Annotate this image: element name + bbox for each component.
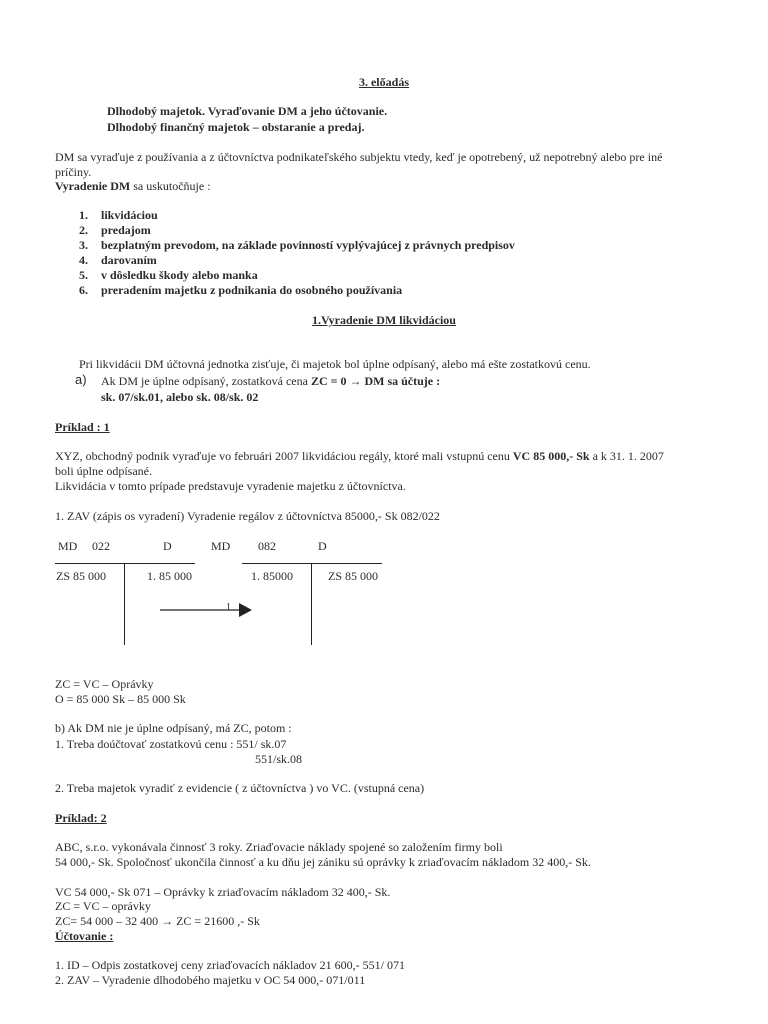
uctovanie-heading: Účtovanie : xyxy=(55,929,114,943)
vyradenie-line xyxy=(55,179,211,193)
method-5-text: v dôsledku škody alebo manka xyxy=(101,268,258,282)
t-account-082-d: D xyxy=(318,539,327,553)
heading-2: Dlhodobý finančný majetok – obstaranie a predaj. xyxy=(107,120,365,134)
example-2-line-5: ZC= 54 000 – 32 400 → ZC = 21600 ,- Sk xyxy=(55,914,260,928)
example-1-zav: 1. ZAV (zápis os vyradení) Vyradenie regálov z účtovníctva 85000,- Sk 082/022 xyxy=(55,509,440,523)
section-b-line-2: 1. Treba doúčtovať zostatkovú cenu : 551/ sk.07 xyxy=(55,737,287,751)
transfer-arrow-label: 1 xyxy=(226,602,231,613)
example-1-line-2: boli úplne odpísané. xyxy=(55,464,152,478)
section-1-a-line xyxy=(101,374,440,388)
transfer-arrow-icon xyxy=(155,600,260,620)
section-1-a-bold: ZC = 0 → DM sa účtuje : xyxy=(310,374,441,388)
method-5-num: 5. xyxy=(79,268,88,282)
lecture-title: 3. előadás xyxy=(358,75,409,89)
method-4-text: darovaním xyxy=(101,253,157,267)
section-b-line-1: b) Ak DM nie je úplne odpísaný, má ZC, potom : xyxy=(55,721,292,735)
method-2-num: 2. xyxy=(79,223,88,237)
section-1-a-text: Ak DM je úplne odpísaný, zostatková cena xyxy=(101,374,311,388)
example-2-title: Príklad: 2 xyxy=(55,811,107,825)
example-2-line-4: ZC = VC – oprávky xyxy=(55,899,151,913)
section-b-line-4: 2. Treba majetok vyradiť z evidencie ( z účtovníctva ) vo VC. (vstupná cena) xyxy=(55,781,425,795)
example-2-line-2: 54 000,- Sk. Spoločnosť ukončila činnosť a ku dňu jej zániku sú oprávky k zriaďovacím nákladom 32 400,- Sk. xyxy=(55,855,591,869)
t-account-022-right-entry: 1. 85 000 xyxy=(147,569,192,583)
method-3-num: 3. xyxy=(79,238,88,252)
section-1-para: Pri likvidácii DM účtovná jednotka zisťuje, či majetok bol úplne odpísaný, alebo má ešte zostatkovú cenu. xyxy=(79,357,591,371)
intro-line-2: príčiny. xyxy=(55,165,92,179)
t-account-022-d: D xyxy=(163,539,172,553)
example-1-line-1-bold: VC 85 000,- Sk xyxy=(512,449,590,463)
example-2-entry-2: 2. ZAV – Vyradenie dlhodobého majetku v OC 54 000,- 071/011 xyxy=(55,973,366,987)
section-1-title: 1.Vyradenie DM likvidáciou xyxy=(312,313,456,327)
method-4-num: 4. xyxy=(79,253,88,267)
example-1-line-1-post: a k 31. 1. 2007 xyxy=(589,449,664,463)
example-2-entry-1: 1. ID – Odpis zostatkovej ceny zriaďovacích nákladov 21 600,- 551/ 071 xyxy=(55,958,406,972)
t-account-082-top-line xyxy=(242,563,382,564)
formula-o: O = 85 000 Sk – 85 000 Sk xyxy=(55,692,186,706)
t-account-022-left-entry: ZS 85 000 xyxy=(56,569,107,583)
intro-line-1: DM sa vyraďuje z používania a z účtovníctva podnikateľského subjektu vtedy, keď je opotrebený, už nepotrebný alebo pre iné xyxy=(55,150,663,164)
method-3-text: bezplatným prevodom, na základe povinností vyplývajúcej z právnych predpisov xyxy=(101,238,515,252)
t-account-082-right-entry: ZS 85 000 xyxy=(328,569,379,583)
method-1-num: 1. xyxy=(79,208,88,222)
t-account-022-middle-line xyxy=(124,563,125,645)
heading-1: Dlhodobý majetok. Vyraďovanie DM a jeho účtovanie. xyxy=(107,104,388,118)
section-1-a-marker: a) xyxy=(75,372,87,387)
example-1-line-1-pre: XYZ, obchodný podnik vyraďuje vo februári 2007 likvidáciou regály, ktoré mali vstupnú cenu xyxy=(55,449,513,463)
t-account-082-middle-line xyxy=(311,563,312,645)
vyradenie-bold: Vyradenie DM xyxy=(55,179,131,193)
t-account-082-number: 082 xyxy=(258,539,276,553)
method-6-text: preradením majetku z podnikania do osobného používania xyxy=(101,283,403,297)
method-6-num: 6. xyxy=(79,283,88,297)
formula-zc: ZC = VC – Oprávky xyxy=(55,677,154,691)
example-2-line-1: ABC, s.r.o. vykonávala činnosť 3 roky. Zriaďovacie náklady spojené so založením firmy boli xyxy=(55,840,503,854)
example-1-line-3: Likvidácia v tomto prípade predstavuje vyradenie majetku z účtovníctva. xyxy=(55,479,406,493)
t-account-022-top-line xyxy=(55,563,195,564)
t-account-022-number: 022 xyxy=(92,539,110,553)
t-account-022-md: MD xyxy=(58,539,78,553)
t-account-082-md: MD xyxy=(211,539,231,553)
example-1-title: Príklad : 1 xyxy=(55,420,110,434)
section-1-a-line-2: sk. 07/sk.01, alebo sk. 08/sk. 02 xyxy=(101,390,259,404)
example-2-line-3: VC 54 000,- Sk 071 – Oprávky k zriaďovacím nákladom 32 400,- Sk. xyxy=(55,885,391,899)
example-1-line-1 xyxy=(55,449,664,463)
t-account-082-left-entry: 1. 85000 xyxy=(251,569,293,583)
section-b-line-3: 551/sk.08 xyxy=(255,752,303,766)
method-2-text: predajom xyxy=(101,223,151,237)
vyradenie-rest: sa uskutočňuje : xyxy=(130,179,211,193)
method-1-text: likvidáciou xyxy=(101,208,158,222)
